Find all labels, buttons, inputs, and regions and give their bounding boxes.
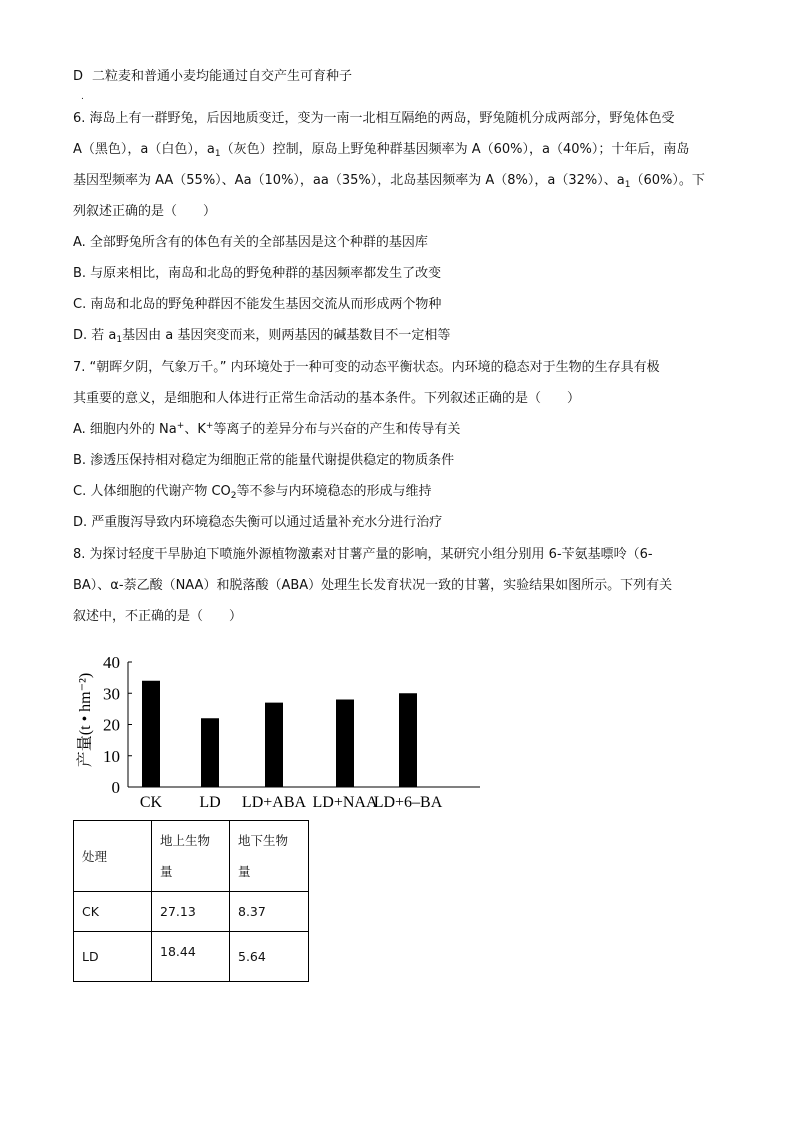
option-d-q7: D. 严重腹泻导致内环境稳态失衡可以通过适量补充水分进行治疗: [73, 515, 443, 530]
question-8-line3: 叙述中，不正确的是（ ）: [73, 609, 243, 624]
x-tick-label: CK: [139, 794, 163, 811]
question-6-line3: 基因型频率为 AA（55%）、Aa（10%），aa（35%），北岛基因频率为 A（8%），a（32%）、$a_1(60\%)$。下: [73, 173, 705, 190]
table-header-row: [74, 821, 309, 892]
question-8-line1: 8. 为探讨轻度干旱胁迫下喷施外源植物激素对甘薯产量的影响，某研究小组分别用 6-苄氨基嘌呤（6-: [73, 547, 653, 562]
cell-above-ground: 18.44: [152, 932, 230, 982]
y-tick-label: 10: [103, 746, 120, 766]
bar-4: [399, 693, 417, 787]
x-tick-label: LD+6–BA: [373, 794, 443, 811]
y-tick-label: 20: [103, 715, 120, 735]
option-b-q6: B. 与原来相比，南岛和北岛的野兔种群的基因频率都发生了改变: [73, 266, 442, 281]
cell-treatment: LD: [74, 932, 152, 982]
chart-axes: [128, 662, 480, 787]
cell-below-ground: 5.64: [230, 932, 309, 982]
header-treatment: 处理: [74, 821, 152, 892]
y-tick-label: 30: [103, 684, 120, 704]
option-c-q7: C. 人体细胞的代谢产物 $CO_2$等不参与内环境稳态的形成与维持: [73, 484, 432, 501]
header-above-ground: 地上生物 量: [152, 821, 230, 892]
table-row: [74, 892, 309, 932]
bar-2: [265, 703, 283, 787]
cell-below-ground: 8.37: [230, 892, 309, 932]
cell-treatment: CK: [74, 892, 152, 932]
question-6-line4: 列叙述正确的是（ ）: [73, 204, 217, 219]
question-7-line2: 其重要的意义，是细胞和人体进行正常生命活动的基本条件。下列叙述正确的是（ ）: [73, 391, 581, 406]
biomass-table: [73, 820, 309, 982]
yield-bar-chart: [70, 645, 480, 815]
option-a-q7: A. 细胞内外的 Na+、K+等离子的差异分布与兴奋的产生和传导有关: [73, 421, 461, 437]
cell-above-ground: 27.13: [152, 892, 230, 932]
bar-group: [142, 681, 417, 787]
question-6-line2: A（黑色），a（白色），$a_1$（灰色）控制，原岛上野兔种群基因频率为 A（60%），a（40%）；十年后，南岛: [73, 142, 690, 159]
x-tick-label: LD+ABA: [241, 794, 307, 811]
x-tick-label: LD: [199, 794, 221, 811]
y-axis-label: 产量(t • hm⁻²): [77, 672, 94, 768]
option-d-q5: D . 二粒麦和普通小麦均能通过自交产生可育种子: [73, 69, 353, 102]
y-tick-label: 0: [111, 778, 120, 797]
table-row: [74, 932, 309, 982]
question-8-line2: BA）、α-萘乙酸（NAA）和脱落酸（ABA）处理生长发育状况一致的甘薯，实验结果如图所示。下列有关: [73, 578, 673, 593]
question-6-line1: 6. 海岛上有一群野兔，后因地质变迁，变为一南一北相互隔绝的两岛，野兔随机分成两部分，野兔体色受: [73, 111, 675, 126]
x-tick-label: LD+NAA: [312, 794, 378, 811]
bar-3: [336, 700, 354, 788]
option-c-q6: C. 南岛和北岛的野兔种群因不能发生基因交流从而形成两个物种: [73, 297, 442, 312]
header-below-ground: 地下生物 量: [230, 821, 309, 892]
bar-1: [201, 718, 219, 787]
option-d-q6: D. 若 $a_1$基因由 a 基因突变而来，则两基因的碱基数目不一定相等: [73, 328, 451, 345]
option-b-q7: B. 渗透压保持相对稳定为细胞正常的能量代谢提供稳定的物质条件: [73, 453, 455, 468]
y-tick-label: 40: [103, 653, 120, 672]
question-7-line1: 7. “朝晖夕阴，气象万千。” 内环境处于一种可变的动态平衡状态。内环境的稳态对于生物的生存具有极: [73, 360, 660, 375]
bar-0: [142, 681, 160, 787]
x-label-group: [140, 794, 443, 811]
option-a-q6: A. 全部野兔所含有的体色有关的全部基因是这个种群的基因库: [73, 235, 428, 250]
